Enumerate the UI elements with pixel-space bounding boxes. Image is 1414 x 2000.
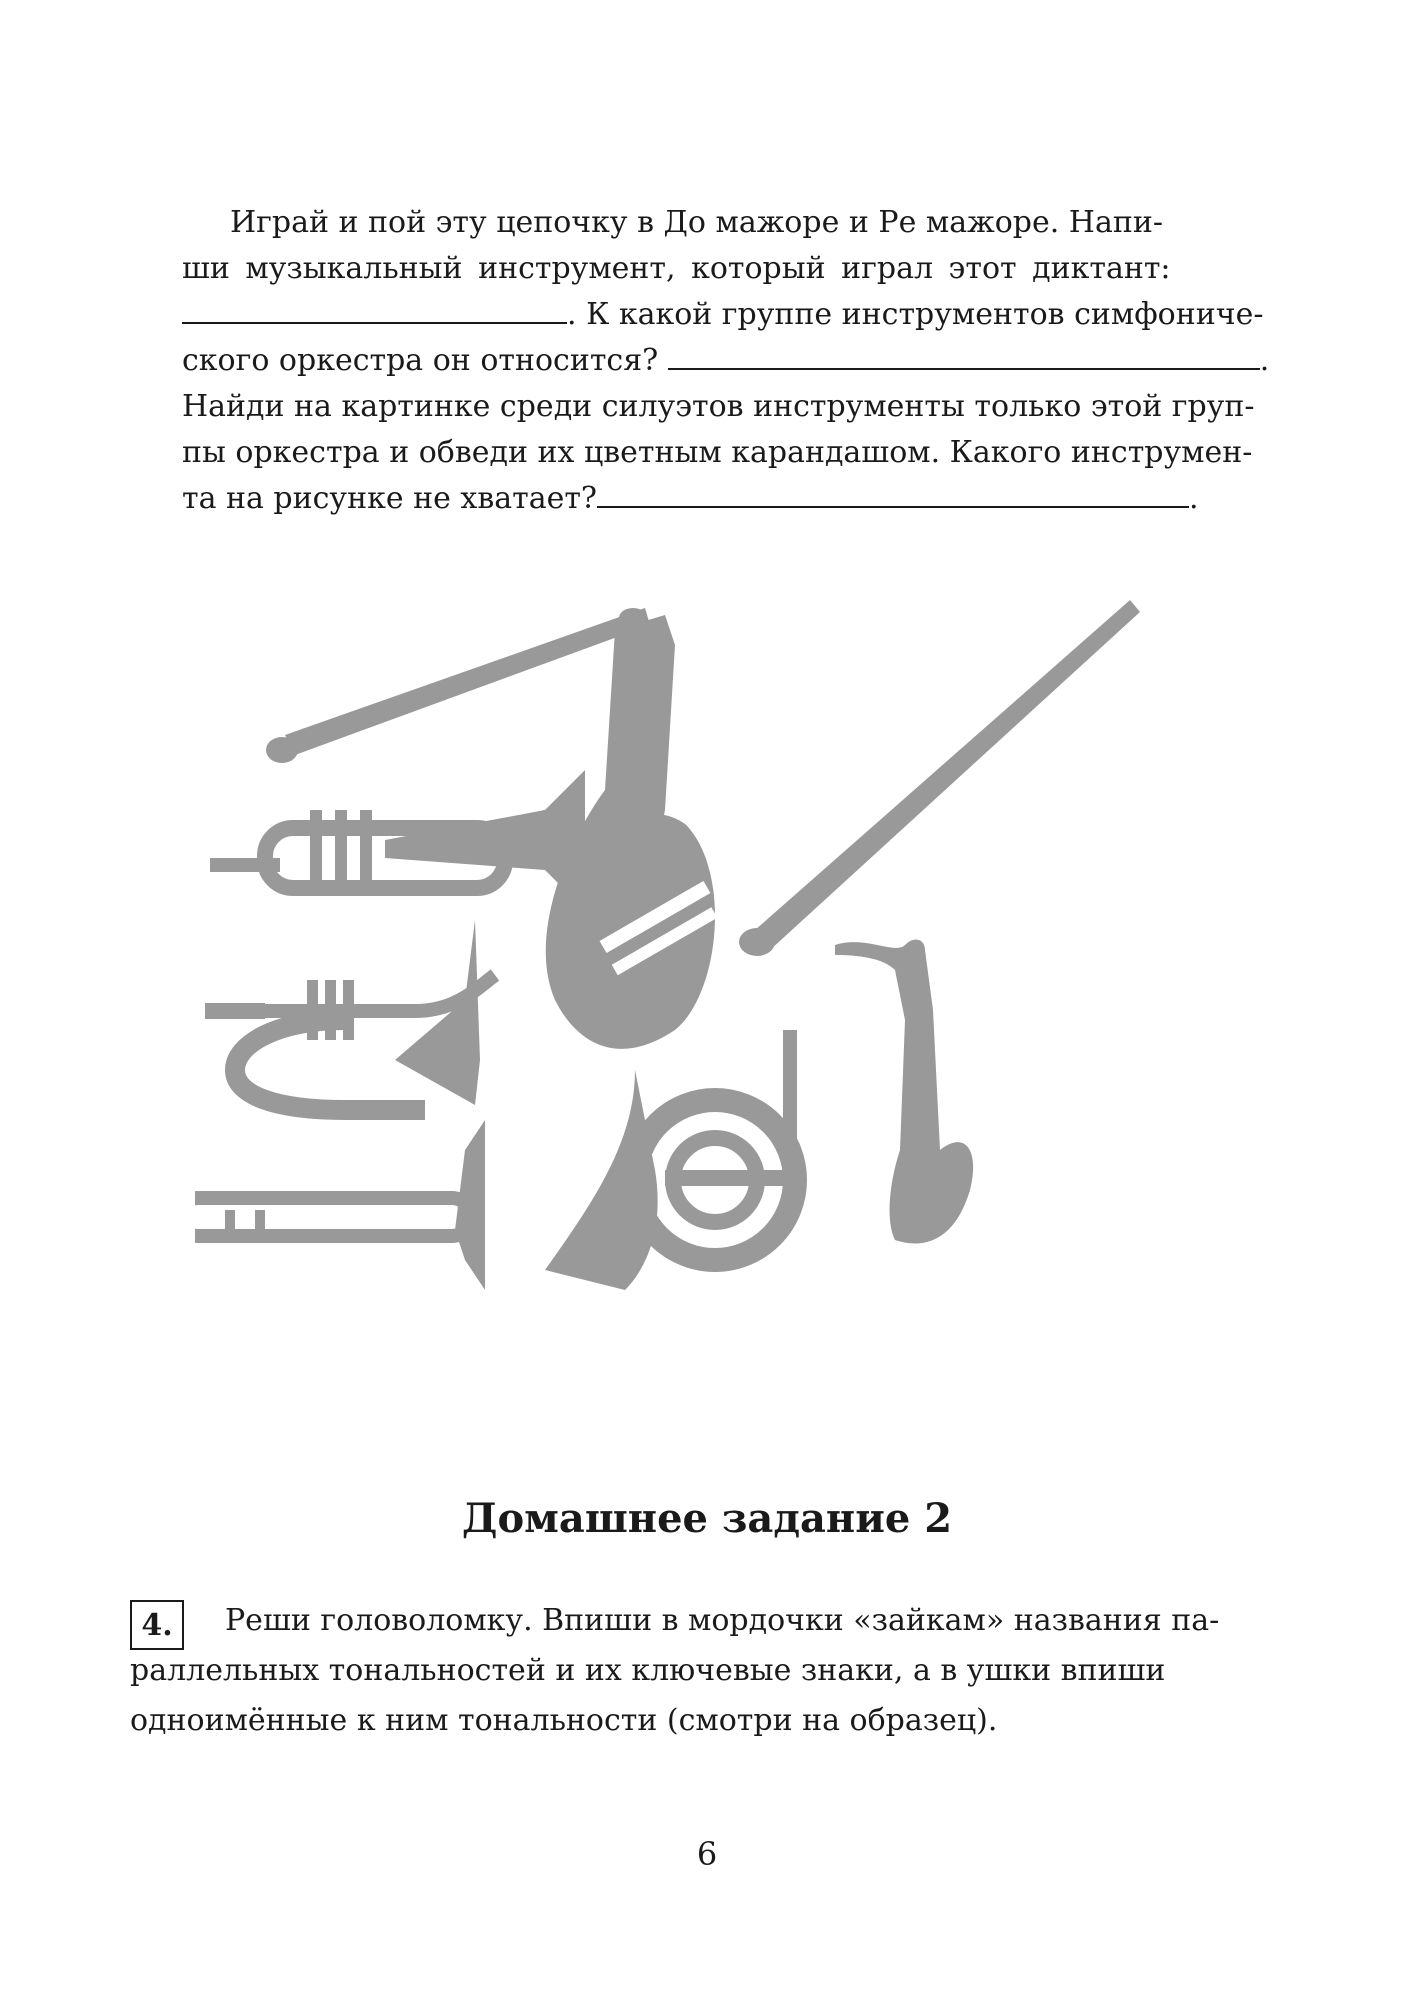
oboe-silhouette [739, 600, 1140, 956]
exercise-line-4-period: . [1259, 343, 1270, 378]
exercise-paragraph [182, 200, 1272, 522]
exercise-line-2: ши музыкальный инструмент, который играл этот диктант: [182, 251, 1171, 286]
instrument-silhouettes [195, 590, 1245, 1310]
exercise-line [182, 338, 1272, 384]
clarinet-silhouette [266, 608, 650, 763]
exercise-line [182, 430, 1272, 476]
exercise-line-7: та на рисунке не хватает? [182, 481, 598, 516]
exercise-line [182, 292, 1272, 338]
exercise-line-7-period: . [1189, 481, 1199, 516]
exercise-line-4: ского оркестра он относится? [182, 343, 659, 378]
task-paragraph [130, 1596, 1273, 1746]
exercise-line-5: Найди на картинке среди силуэтов инструменты только этой груп- [182, 389, 1255, 424]
task-number-box [130, 1600, 184, 1650]
answer-blank-missing[interactable] [597, 476, 1189, 508]
trumpet-silhouette [210, 770, 585, 910]
answer-blank-group[interactable] [668, 338, 1260, 370]
saxophone-silhouette [835, 940, 973, 1244]
task-number: 4. [141, 1607, 173, 1643]
trombone-silhouette [195, 1120, 485, 1290]
exercise-line [182, 200, 1272, 246]
french-horn-silhouette [545, 1030, 805, 1290]
task-line: Реши головоломку. Впиши в мордочки «зайкам» названия па- [225, 1603, 1220, 1638]
page-number: 6 [696, 1835, 718, 1873]
exercise-line [182, 246, 1272, 292]
homework-heading: Домашнее задание 2 [461, 1495, 953, 1542]
exercise-line-6: пы оркестра и обведи их цветным карандашом. Какого инструмен- [182, 435, 1253, 470]
exercise-line-3: . К какой группе инструментов симфониче- [567, 297, 1264, 332]
task-line: одноимённые к ним тональности (смотри на образец). [130, 1703, 998, 1738]
exercise-line [182, 384, 1272, 430]
task-line: раллельных тональностей и их ключевые знаки, а в ушки впиши [130, 1653, 1166, 1688]
exercise-line [182, 476, 1272, 522]
answer-blank-instrument[interactable] [182, 292, 567, 324]
exercise-line-1: Играй и пой эту цепочку в До мажоре и Ре мажоре. Напи- [230, 205, 1163, 240]
flugelhorn-silhouette [205, 920, 495, 1110]
